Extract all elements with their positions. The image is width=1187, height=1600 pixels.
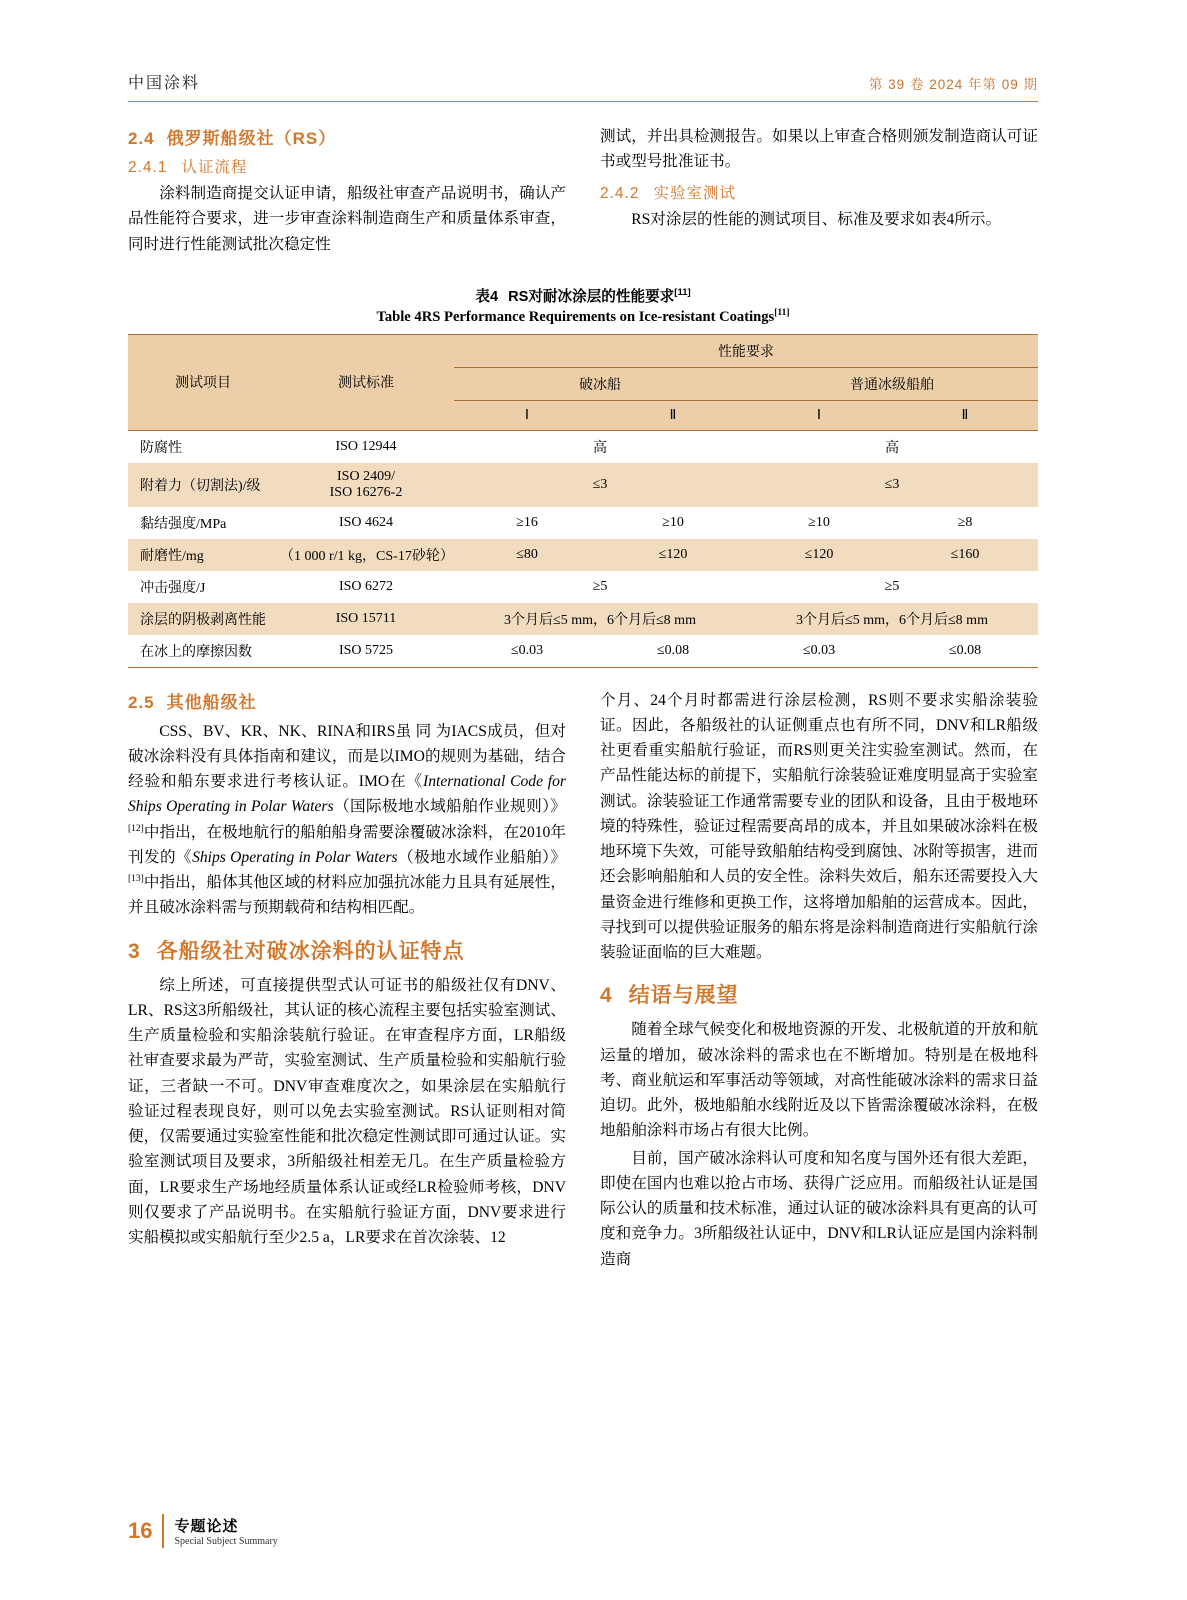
section-2-4-1-title: 认证流程 (181, 159, 248, 176)
cell-item: 冲击强度/J (140, 580, 206, 596)
footer-label (174, 1515, 277, 1547)
cell-value: ≤3 (592, 476, 608, 492)
table-row (128, 539, 1038, 571)
cell-standard: ISO 15711 (335, 610, 397, 626)
top-columns (128, 124, 1038, 259)
table-4-number-en: Table 4 (376, 308, 422, 325)
table-row (128, 603, 1038, 635)
page-number: 16 (128, 1518, 153, 1543)
table-row (128, 571, 1038, 603)
section-3-paragraph: 综上所述，可直接提供型式认可证书的船级社仅有DNV、LR、RS这3所船级社，其认证的核心流程主要包括实验室测试、生产质量检验和实船涂装航行验证。在审查程序方面，LR船级社审查要求最为严苛，实验室测试、生产质量检验和实船航行验证，三者缺一不可。DNV审查难度次之，如果涂层在实船航行验证过程表现良好，则可以免去实验室测试。RS认证则相对简便，仅需要通过实验室性能和批次稳定性测试即可通过认证。实验室测试项目及要求，3所船级社相差无几。在生产质量检验方面，LR要求生产场地经质量体系认证或经LR检验师考核，DNV则仅要求了产品说明书。在实船航行验证方面，DNV要求进行实船模拟或实船航行至少2.5 a，LR要求在首次涂装、12 (128, 976, 566, 1247)
bottom-right-column (600, 688, 1038, 1274)
cell-value: ≥5 (884, 578, 900, 594)
cell-item: 防腐性 (140, 440, 182, 456)
section-3-continued: 个月、24个月时都需进行涂层检测，RS则不要求实船涂装验证。因此，各船级社的认证侧重点也有所不同，DNV和LR船级社更看重实船航行验证，而RS则更关注实验室测试。然而，在产品性能达标的前提下，实船航行涂装验证难度明显高于实验室测试。涂装验证工作通常需要专业的团队和设备，且由于极地环境的特殊性，验证过程需要高昂的成本，并且如果破冰涂料在极地环境下失效，可能导致船舶结构受到腐蚀、冰附等损害，进而还会影响船舶和人员的安全性。涂料失效后，船东还需要投入大量资金进行维修和更换工作，这将增加船舶的运营成本。因此，寻找到可以提供验证服务的船东将是涂料制造商进行实船航行涂装验证面临的巨大难题。 (600, 691, 1038, 962)
header-level-II-iceclass: Ⅱ (961, 407, 969, 423)
page-header (128, 70, 1038, 102)
s25-ref13: [13] (128, 873, 144, 884)
s25-part2: （国际极地水域船舶作业规则）》 (333, 798, 567, 816)
cell-standard: ISO 4624 (338, 514, 394, 530)
section-3-heading (128, 935, 566, 965)
section-2-4-1-number: 2.4.1 (128, 159, 168, 176)
section-2-4-title: 俄罗斯船级社（RS） (166, 129, 337, 148)
section-2-5-title: 其他船级社 (166, 692, 257, 712)
cell-value: ≤0.08 (656, 642, 690, 658)
table-4-caption-cn: RS对耐冰涂层的性能要求 (508, 288, 675, 305)
cell-item: 黏结强度/MPa (140, 516, 227, 532)
cell-standard: ISO 5725 (338, 642, 394, 658)
cell-item: 在冰上的摩擦因数 (140, 644, 252, 660)
cell-value: ≥16 (516, 514, 538, 530)
table-4-ref-en: [11] (774, 307, 790, 318)
cell-item: 涂层的阴极剥离性能 (140, 612, 266, 628)
header-level-I-iceclass: Ⅰ (816, 407, 822, 423)
section-2-4-1-heading (128, 155, 566, 177)
section-2-4-2-title: 实验室测试 (653, 184, 736, 202)
section-4-heading (600, 979, 1038, 1009)
table-row (128, 635, 1038, 668)
issue-info: 第 39 卷 2024 年第 09 期 (868, 77, 1038, 92)
table-4-caption-en: RS Performance Requirements on Ice-resistant Coatings (421, 308, 775, 325)
section-2-5-heading (128, 688, 566, 713)
cell-value: ≤80 (516, 546, 538, 562)
performance-requirements-table (128, 334, 1038, 668)
cell-value: ≤0.03 (510, 642, 544, 658)
section-4-paragraph-2: 目前，国产破冰涂料认可度和知名度与国外还有很大差距，即使在国内也难以抢占市场、获得广泛应用。而船级社认证是国际公认的质量和技术标准，通过认证的破冰涂料具有更高的认可度和竞争力。3所船级社认证中，DNV和LR认证应是国内涂料制造商 (600, 1149, 1038, 1268)
section-2-5-number: 2.5 (128, 692, 155, 712)
table-row (128, 463, 1038, 507)
header-performance-requirement: 性能要求 (454, 334, 1038, 367)
cell-value: 高 (885, 440, 899, 456)
s25-part1: CSS、BV、KR、NK、RINA和IRS虽 同 为IACS成员，但对破冰涂料没有具体指南和建议，而是以IMO的规则为基础，结合经验和船东要求进行考核认证。IMO在《 (128, 722, 566, 791)
journal-name: 中国涂料 (128, 75, 201, 92)
cell-standard: ISO 12944 (335, 438, 397, 454)
s25-part4: （极地水域作业船舶）》 (397, 848, 566, 866)
s25-italic1: International Code for Ships Operating in Polar Waters (128, 773, 566, 816)
cell-value: 高 (593, 440, 607, 456)
cell-value: ≥10 (808, 514, 830, 530)
header-level-II-icebreaker: Ⅱ (669, 407, 677, 423)
section-2-4-2-heading (600, 181, 1038, 203)
header-icebreaker: 破冰船 (454, 367, 746, 400)
cell-value: 3个月后≤5 mm，6个月后≤8 mm (504, 612, 696, 628)
s25-part5: 中指出，船体其他区域的材料应加强抗冰能力且具有延展性，并且破冰涂料需与预期载荷和结构相匹配。 (128, 874, 566, 917)
cell-item: 附着力（切割法)/级 (140, 478, 261, 494)
table-4-title-en (128, 308, 1038, 326)
section-2-4-2-paragraph: RS对涂层的性能的测试项目、标准及要求如表4所示。 (631, 210, 1002, 228)
bottom-columns (128, 688, 1038, 1274)
section-2-4-number: 2.4 (128, 129, 155, 148)
cell-item: 耐磨性/mg (140, 548, 204, 564)
cell-value: ≥5 (592, 578, 608, 594)
section-2-5-paragraph (128, 719, 566, 921)
section-2-4-heading (128, 124, 566, 149)
header-level-I-icebreaker: Ⅰ (524, 407, 530, 423)
cell-standard: ISO 6272 (338, 578, 394, 594)
cell-standard (278, 463, 454, 507)
section-3-title: 各船级社对破冰涂料的认证特点 (156, 939, 465, 963)
cell-value: ≤120 (804, 546, 834, 562)
cell-value: ≤0.03 (802, 642, 836, 658)
cell-value: 3个月后≤5 mm，6个月后≤8 mm (796, 612, 988, 628)
section-4-number: 4 (600, 984, 613, 1008)
table-4-ref-cn: [11] (674, 286, 691, 298)
table-row (128, 507, 1038, 539)
table-body (128, 430, 1038, 667)
cell-value: ≥8 (957, 514, 973, 530)
section-2-4-1-continued: 测试，并出具检测报告。如果以上审查合格则颁发制造商认可证书或型号批准证书。 (600, 128, 1038, 171)
cell-value: ≤0.08 (948, 642, 982, 658)
section-4-title: 结语与展望 (628, 984, 739, 1008)
section-3-number: 3 (128, 939, 141, 963)
table-4-block (128, 285, 1038, 668)
cell-standard-line2: ISO 16276-2 (329, 484, 403, 500)
table-head (128, 334, 1038, 430)
footer-label-cn: 专题论述 (174, 1518, 239, 1535)
table-4-title-cn (128, 285, 1038, 306)
section-2-4-2-number: 2.4.2 (600, 184, 640, 202)
cell-standard-line1: ISO 2409/ (337, 468, 395, 484)
header-test-standard: 测试标准 (278, 334, 454, 430)
table-head-row-1 (128, 334, 1038, 367)
s25-italic2: Ships Operating in Polar Waters (192, 848, 398, 866)
table-4-number-cn: 表4 (475, 288, 499, 305)
s25-ref12: [12] (128, 823, 144, 834)
footer-label-en: Special Subject Summary (174, 1536, 278, 1547)
page-footer (128, 1514, 278, 1548)
table-row (128, 430, 1038, 463)
bottom-left-column (128, 688, 566, 1274)
cell-standard: （1 000 r/1 kg，CS-17砂轮） (280, 548, 454, 564)
s25-part3: 中指出，在极地航行的船舶船身需要涂覆破冰涂料，在2010年刊发的《 (128, 823, 566, 866)
section-2-4-1-paragraph: 涂料制造商提交认证申请，船级社审查产品说明书，确认产品性能符合要求，进一步审查涂料制造商生产和质量体系审查，同时进行性能测试批次稳定性 (128, 185, 566, 253)
cell-value: ≥10 (662, 514, 684, 530)
cell-value: ≤120 (658, 546, 688, 562)
footer-divider (162, 1514, 164, 1548)
page-content (128, 70, 1038, 1274)
section-4-paragraph-1: 随着全球气候变化和极地资源的开发、北极航道的开放和航运量的增加，破冰涂料的需求也在不断增加。特别是在极地科考、商业航运和军事活动等领域，对高性能破冰涂料的需求日益迫切。此外，极地船舶水线附近及以下皆需涂覆破冰涂料，在极地船舶涂料市场占有很大比例。 (600, 1021, 1038, 1140)
cell-value: ≤160 (950, 546, 980, 562)
top-left-column (128, 124, 566, 259)
header-ice-class-ship: 普通冰级船舶 (746, 367, 1038, 400)
cell-value: ≤3 (884, 476, 900, 492)
header-test-item: 测试项目 (128, 334, 278, 430)
top-right-column (600, 124, 1038, 259)
